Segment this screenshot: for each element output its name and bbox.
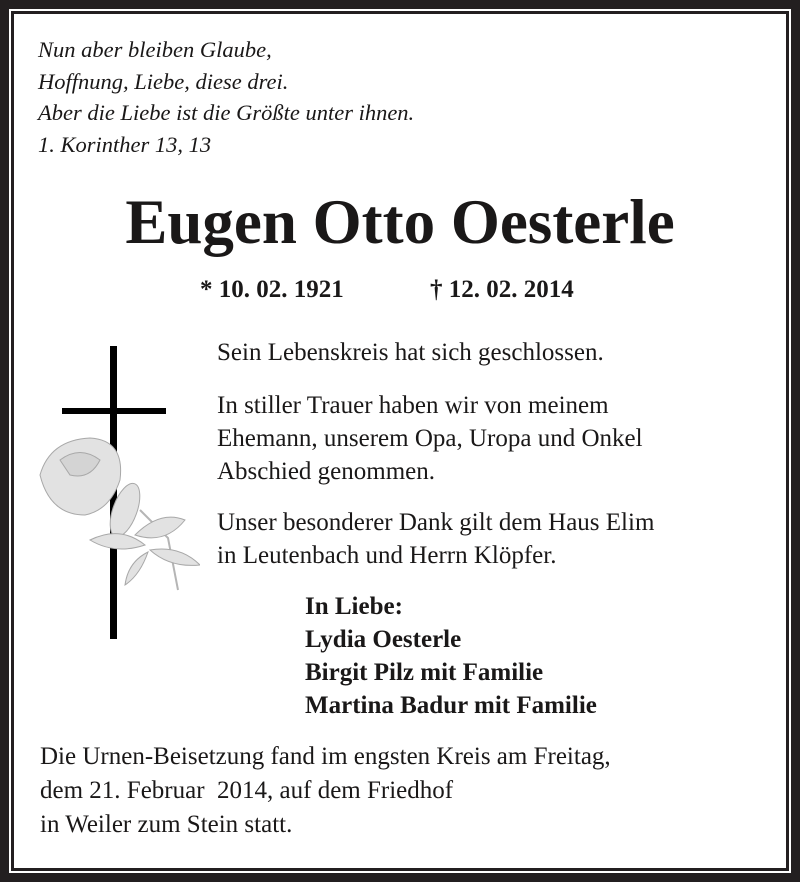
family-line: In Liebe: [305, 593, 403, 620]
cross-with-rose-icon [30, 340, 200, 645]
body-line: In stiller Trauer haben wir von meinem [217, 392, 609, 419]
body-paragraph [217, 389, 643, 488]
body-line: Ehemann, unserem Opa, Uropa und Onkel [217, 425, 643, 452]
body-paragraph [217, 336, 604, 369]
notice-line: in Weiler zum Stein statt. [40, 811, 293, 838]
quote-reference: 1. Korinther 13, 13 [38, 131, 212, 157]
family-line: Lydia Oesterle [305, 626, 462, 653]
death-date: † 12. 02. 2014 [430, 276, 574, 303]
birth-date: * 10. 02. 1921 [200, 276, 344, 303]
body-line: Abschied genommen. [217, 458, 436, 485]
family-line: Birgit Pilz mit Familie [305, 659, 544, 686]
bible-quote [38, 34, 414, 160]
body-line: in Leutenbach und Herrn Klöpfer. [217, 542, 557, 569]
body-line: Unser besonderer Dank gilt dem Haus Elim [217, 509, 655, 536]
family-signature [305, 590, 597, 722]
deceased-name: Eugen Otto Oesterle [125, 187, 675, 257]
family-line: Martina Badur mit Familie [305, 692, 597, 719]
notice-line: dem 21. Februar 2014, auf dem Friedhof [40, 777, 454, 804]
body-line: Sein Lebenskreis hat sich geschlossen. [217, 339, 604, 366]
quote-line: Aber die Liebe ist die Größte unter ihnen. [38, 100, 415, 125]
notice-line: Die Urnen-Beisetzung fand im engsten Kreis am Freitag, [40, 743, 611, 770]
body-paragraph [217, 506, 654, 572]
quote-line: Hoffnung, Liebe, diese drei. [38, 68, 289, 94]
burial-notice [40, 740, 611, 842]
quote-line: Nun aber bleiben Glaube, [38, 37, 272, 62]
